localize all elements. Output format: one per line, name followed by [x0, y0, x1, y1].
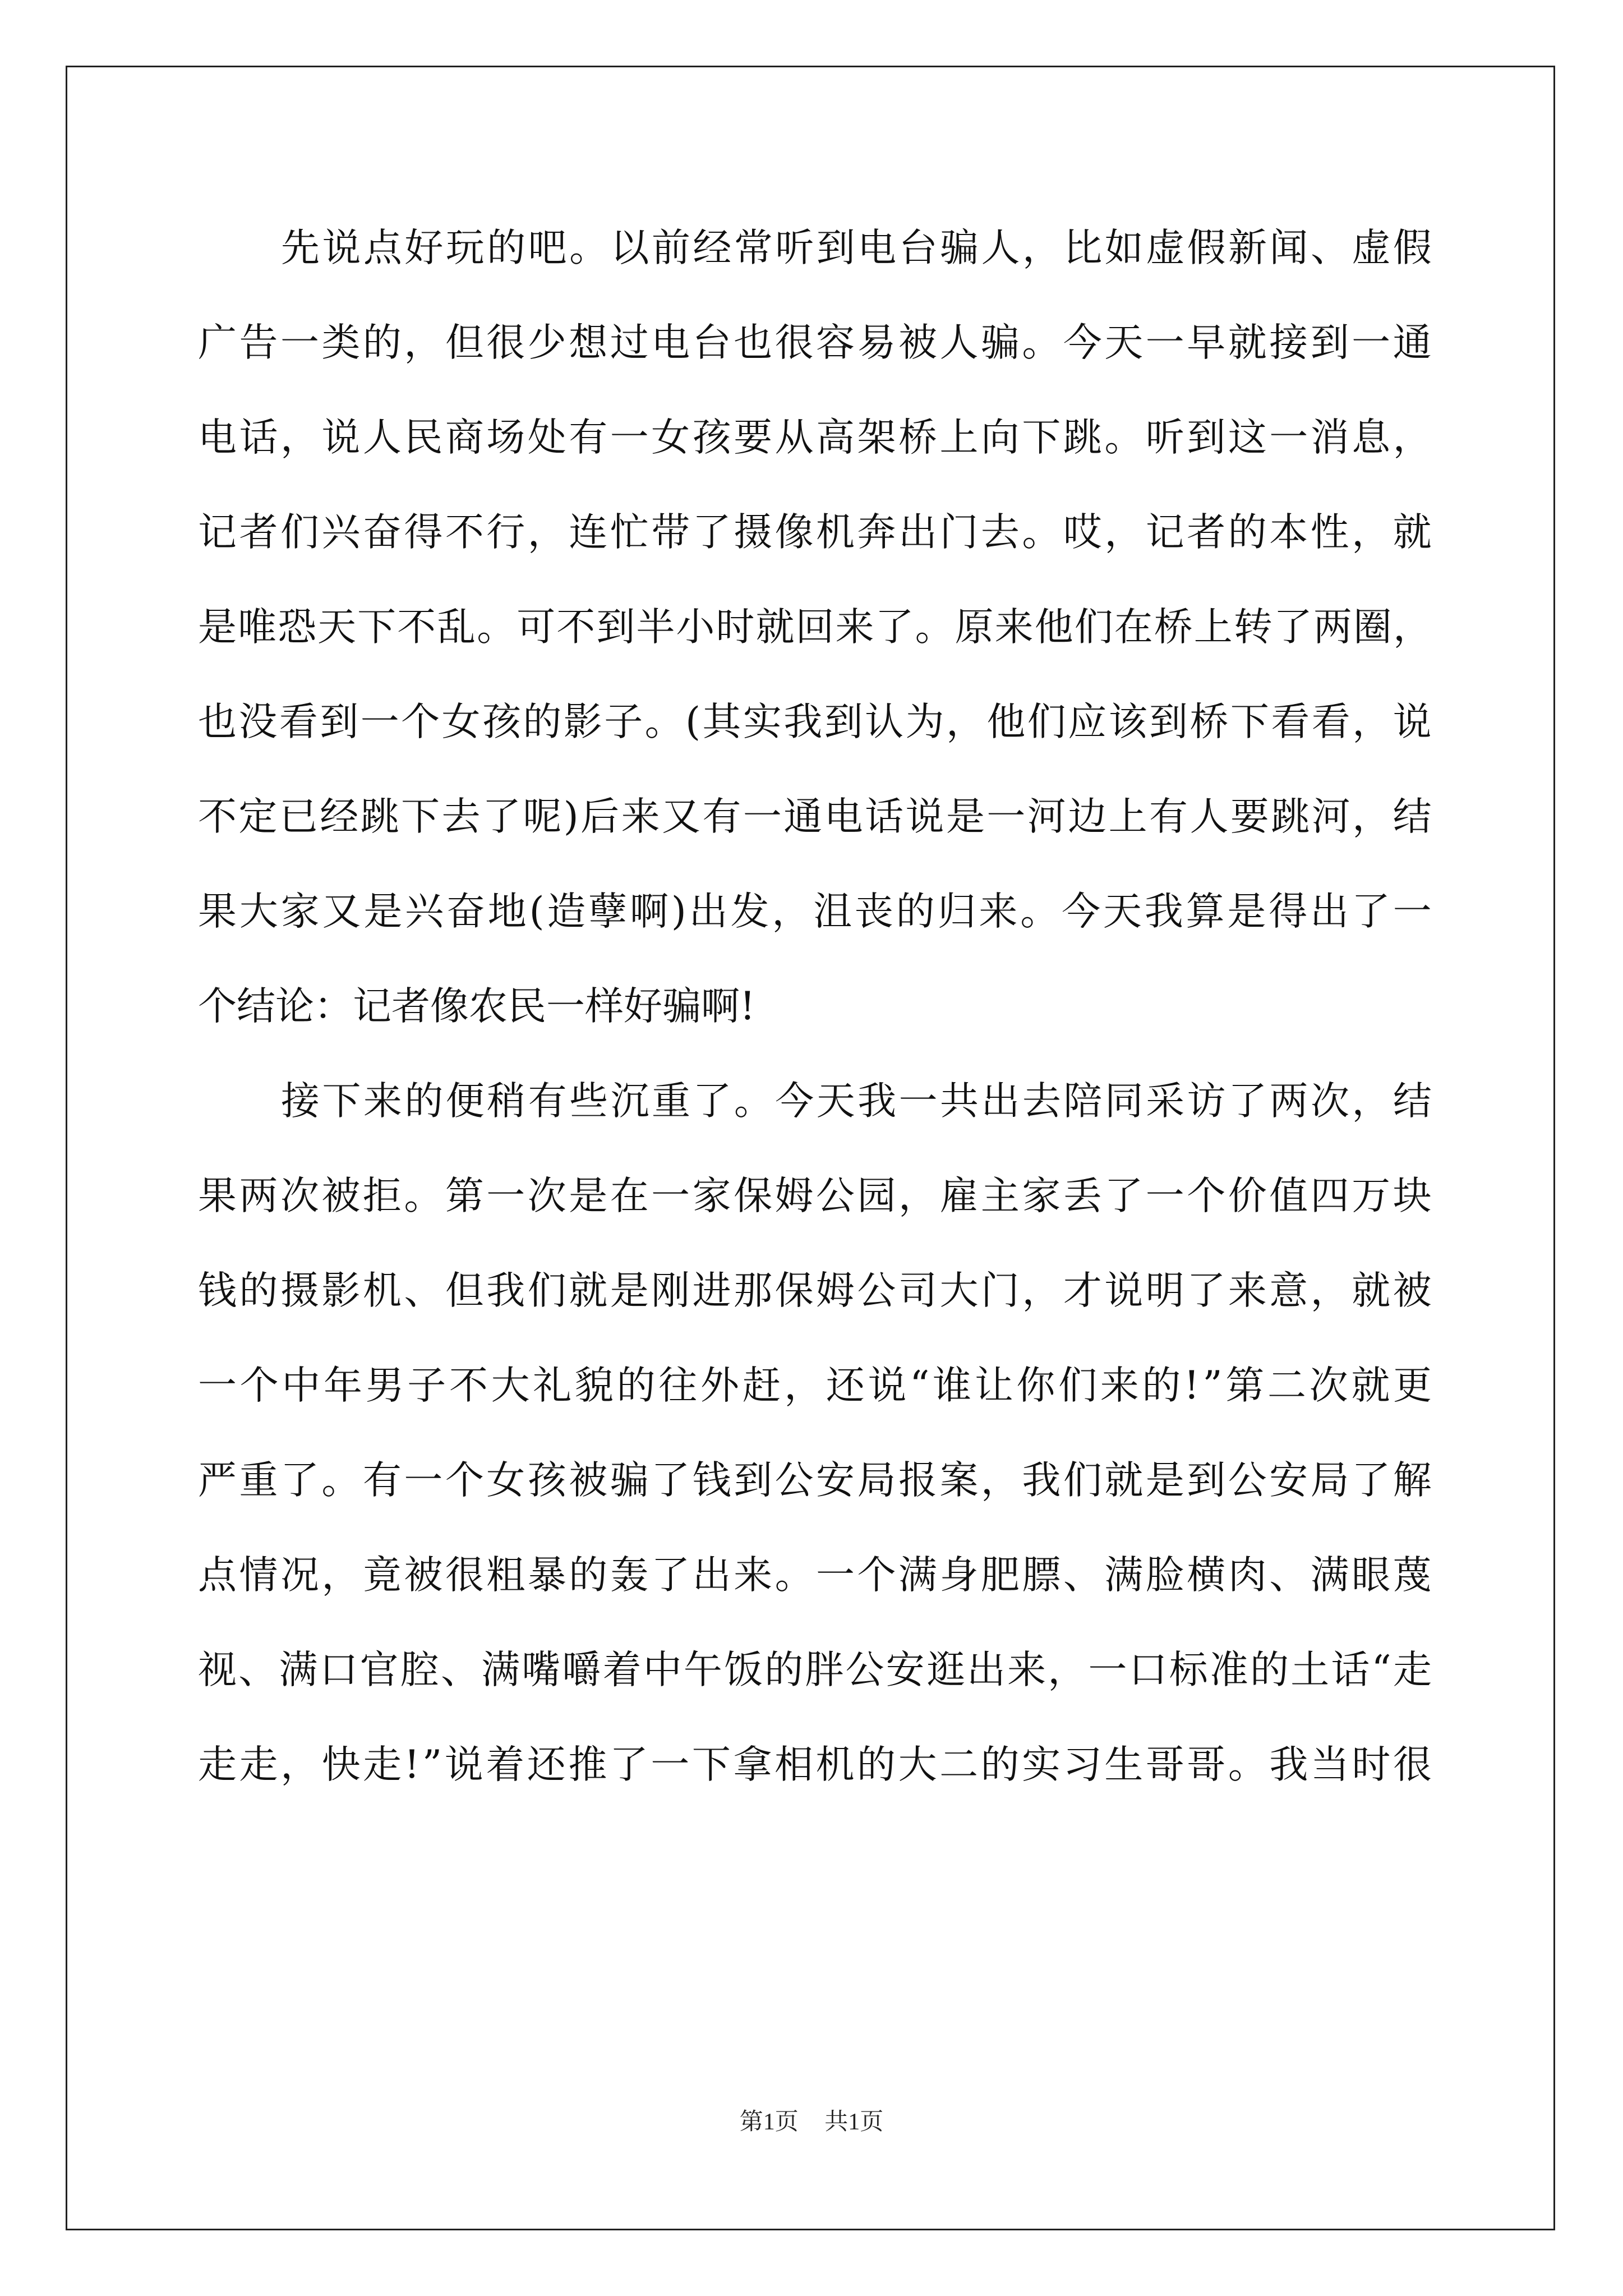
text-line: 视 、 满 口 官 腔 、 满 嘴 嚼 着 中 午 饭 的 胖 公 安 逛 出 来 ， 一 口 标 准 的 土 话 “ 走 — [198, 1648, 1432, 1692]
text-line: 果 两 次 被 拒 。 第 一 次 是 在 一 家 保 姆 公 园 ， 雇 主 家 丢 了 一 个 价 值 四 万 块 — [198, 1174, 1432, 1218]
text-line: 个结论：记者像农民一样好骗啊! — [198, 984, 755, 1029]
text-line: 广 告 一 类 的 ， 但 很 少 想 过 电 台 也 很 容 易 被 人 骗 。 今 天 一 早 就 接 到 一 通 — [198, 320, 1432, 365]
text-line: 电 话 ， 说 人 民 商 场 处 有 一 女 孩 要 从 高 架 桥 上 向 下 跳 。 听 到 这 一 消 息 ， — [198, 415, 1432, 460]
text-line: 接 下 来 的 便 稍 有 些 沉 重 了 。 今 天 我 一 共 出 去 陪 同 采 访 了 两 次 ， 结 — [281, 1079, 1432, 1124]
document-body — [198, 0, 1449, 2076]
text-line: 果 大 家 又 是 兴 奋 地 ( 造 孽 啊 ) 出 发 ， 沮 丧 的 归 来 。 今 天 我 算 是 得 出 了 一 — [198, 889, 1432, 934]
text-line: 是 唯 恐 天 下 不 乱 。 可 不 到 半 小 时 就 回 来 了 。 原 来 他 们 在 桥 上 转 了 两 圈 ， — [198, 605, 1432, 650]
text-line: 记 者 们 兴 奋 得 不 行 ， 连 忙 带 了 摄 像 机 奔 出 门 去 。 哎 ， 记 者 的 本 性 ， 就 — [198, 510, 1432, 555]
text-line: 也 没 看 到 一 个 女 孩 的 影 子 。 ( 其 实 我 到 认 为 ， 他 们 应 该 到 桥 下 看 看 ， 说 — [198, 700, 1432, 744]
text-line: 一 个 中 年 男 子 不 大 礼 貌 的 往 外 赶 ， 还 说 “ 谁 让 你 们 来 的 ! ” 第 二 次 就 更 — [198, 1363, 1432, 1408]
text-line: 走 走 ， 快 走 ! ” 说 着 还 推 了 一 下 拿 相 机 的 大 二 的 实 习 生 哥 哥 。 我 当 时 很 — [198, 1742, 1432, 1787]
page-footer — [0, 2106, 1623, 2138]
text-line: 点 情 况 ， 竟 被 很 粗 暴 的 轰 了 出 来 。 一 个 满 身 肥 膘 、 满 脸 横 肉 、 满 眼 蔑 — [198, 1553, 1432, 1598]
text-line: 钱 的 摄 影 机 、 但 我 们 就 是 刚 进 那 保 姆 公 司 大 门 ， 才 说 明 了 来 意 ， 就 被 — [198, 1268, 1432, 1313]
text-line: 不 定 已 经 跳 下 去 了 呢 ) 后 来 又 有 一 通 电 话 说 是 一 河 边 上 有 人 要 跳 河 ， 结 — [198, 794, 1432, 839]
page-total: 共1页 — [824, 2109, 884, 2135]
page-number: 第1页 — [739, 2109, 799, 2135]
text-line: 先 说 点 好 玩 的 吧 。 以 前 经 常 听 到 电 台 骗 人 ， 比 如 虚 假 新 闻 、 虚 假 — [281, 226, 1432, 270]
text-line: 严 重 了 。 有 一 个 女 孩 被 骗 了 钱 到 公 安 局 报 案 ， 我 们 就 是 到 公 安 局 了 解 — [198, 1458, 1432, 1503]
